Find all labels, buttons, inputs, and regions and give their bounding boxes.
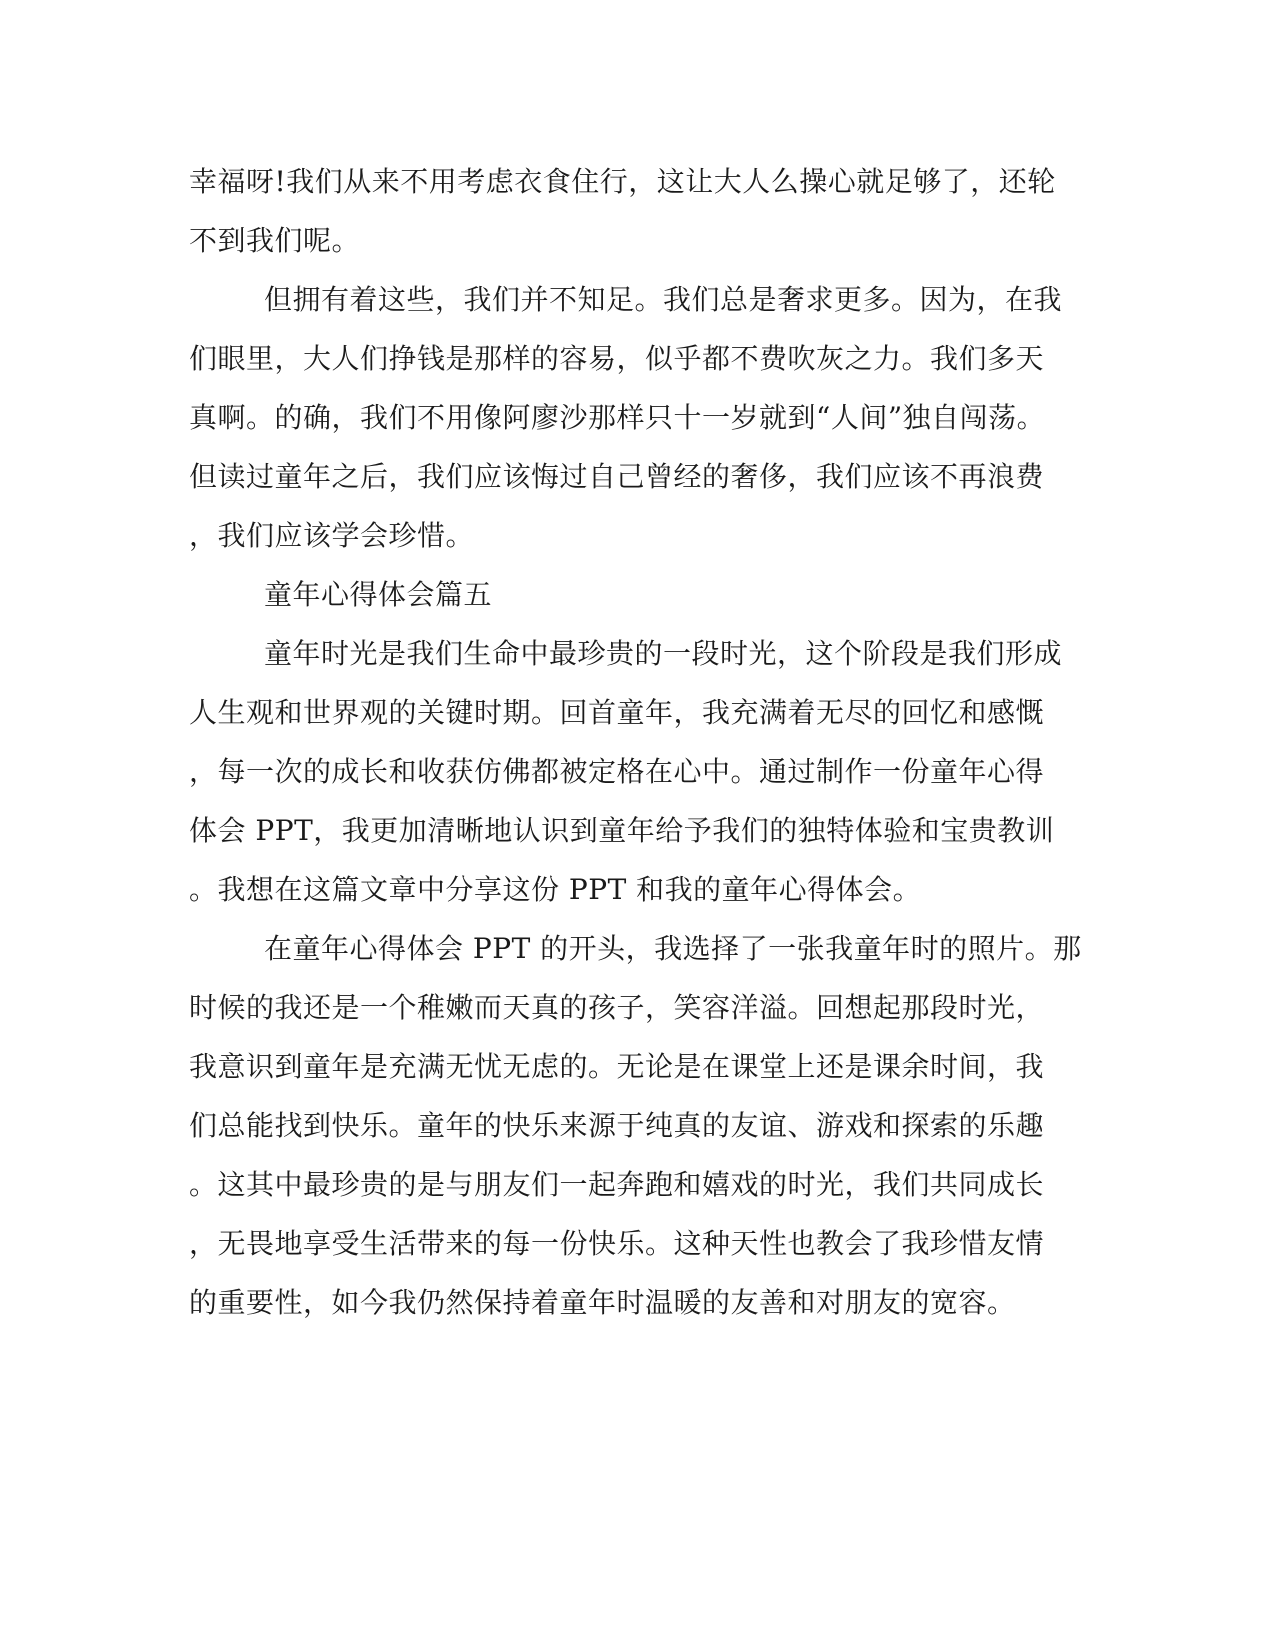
text-line: 们眼里，大人们挣钱是那样的容易，似乎都不费吹灰之力。我们多天 — [189, 342, 1045, 375]
text-line: ，我们应该学会珍惜。 — [189, 519, 475, 552]
text-line: 时候的我还是一个稚嫩而天真的孩子，笑容洋溢。回想起那段时光， — [189, 991, 1045, 1024]
text-line: 的重要性，如今我仍然保持着童年时温暖的友善和对朋友的宽容。 — [189, 1286, 1016, 1319]
text-line: 。这其中最珍贵的是与朋友们一起奔跑和嬉戏的时光，我们共同成长 — [189, 1168, 1045, 1201]
text-line: 人生观和世界观的关键时期。回首童年，我充满着无尽的回忆和感慨 — [189, 696, 1045, 729]
text-line: ，无畏地享受生活带来的每一份快乐。这种天性也教会了我珍惜友情 — [189, 1227, 1045, 1260]
section-heading: 童年心得体会篇五 — [264, 578, 493, 611]
text-line: 体会 PPT，我更加清晰地认识到童年给予我们的独特体验和宝贵教训 — [189, 814, 1055, 847]
paragraph-start-line: 童年时光是我们生命中最珍贵的一段时光，这个阶段是我们形成 — [264, 637, 1063, 670]
text-line: 我意识到童年是充满无忧无虑的。无论是在课堂上还是课余时间，我 — [189, 1050, 1045, 1083]
text-line: 真啊。的确，我们不用像阿廖沙那样只十一岁就到“人间”独自闯荡。 — [189, 401, 1046, 434]
paragraph-start-line: 在童年心得体会 PPT 的开头，我选择了一张我童年时的照片。那 — [264, 932, 1082, 965]
text-line: ，每一次的成长和收获仿佛都被定格在心中。通过制作一份童年心得 — [189, 755, 1045, 788]
paragraph-start-line: 但拥有着这些，我们并不知足。我们总是奢求更多。因为，在我 — [264, 283, 1063, 316]
text-line: 。我想在这篇文章中分享这份 PPT 和我的童年心得体会。 — [189, 873, 922, 906]
text-line: 不到我们呢。 — [189, 224, 361, 257]
text-line: 幸福呀!我们从来不用考虑衣食住行，这让大人么操心就足够了，还轮 — [189, 165, 1056, 198]
text-line: 但读过童年之后，我们应该悔过自己曾经的奢侈，我们应该不再浪费 — [189, 460, 1045, 493]
text-line: 们总能找到快乐。童年的快乐来源于纯真的友谊、游戏和探索的乐趣 — [189, 1109, 1045, 1142]
